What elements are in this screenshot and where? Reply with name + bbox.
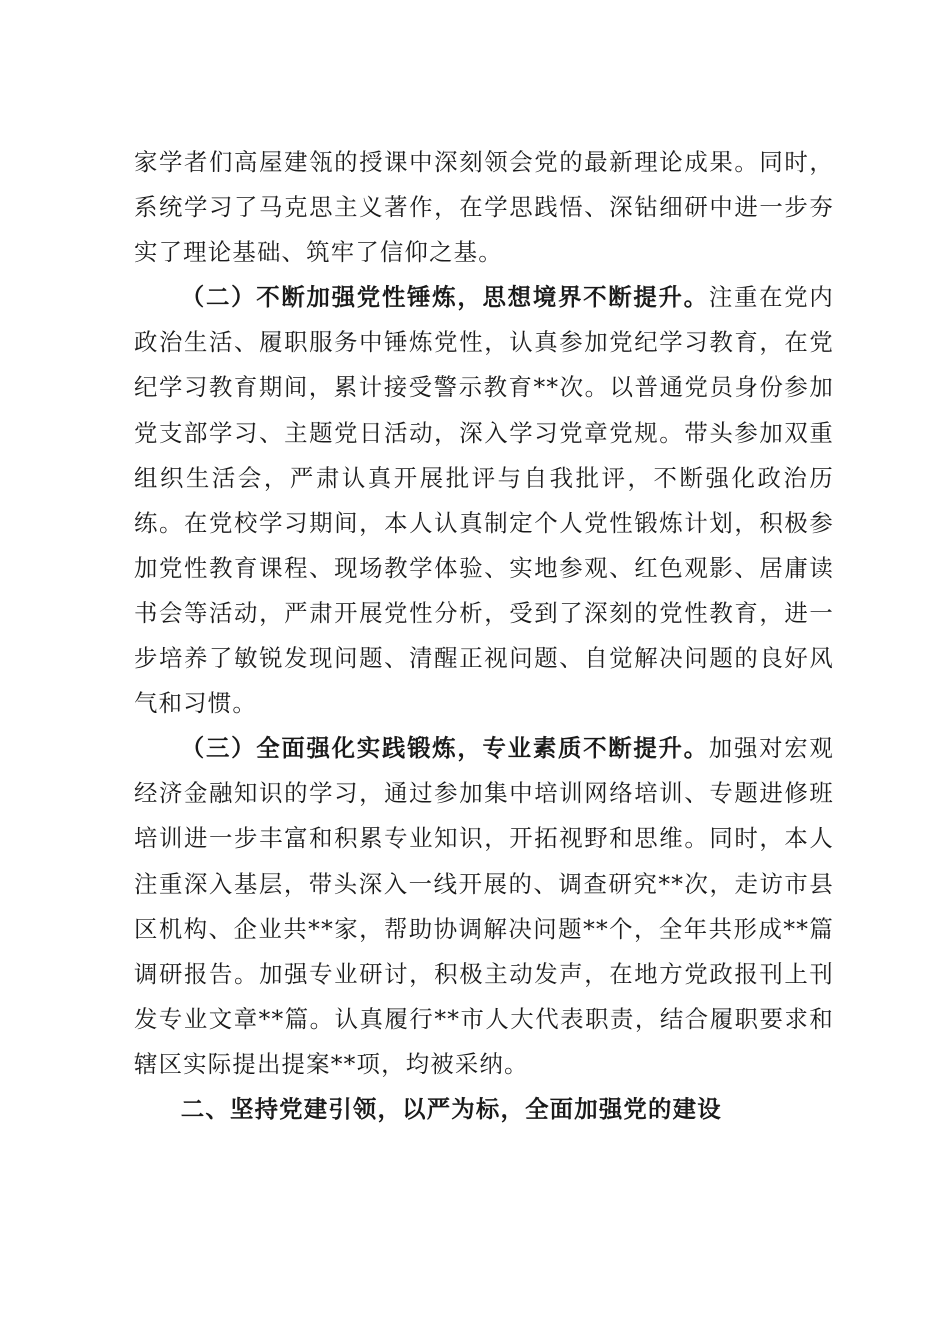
section-lead-2: （二）不断加强党性锤炼，思想境界不断提升。 [180, 283, 709, 312]
paragraph-party-spirit [134, 275, 834, 726]
section-lead-3: （三）全面强化实践锻炼，专业素质不断提升。 [180, 734, 709, 763]
paragraph-practice [134, 726, 834, 1087]
paragraph-theory-study: 家学者们高屋建瓴的授课中深刻领会党的最新理论成果。同时，系统学习了马克思主义著作，在学思践悟、深钻细研中进一步夯实了理论基础、筑牢了信仰之基。 [134, 148, 834, 267]
section-body-3: 加强对宏观经济金融知识的学习，通过参加集中培训网络培训、专题进修班培训进一步丰富和积累专业知识，开拓视野和思维。同时，本人注重深入基层，带头深入一线开展的、调查研究**次，走访市县区机构、企业共**家，帮助协调解决问题**个，全年共形成**篇调研报告。加强专业研讨，积极主动发声，在地方党政报刊上刊发专业文章**篇。认真履行**市人大代表职责，结合履职要求和辖区实际提出提案**项，均被采纳。 [134, 734, 834, 1078]
document-page [134, 140, 834, 1132]
section-heading-2: 二、坚持党建引领，以严为标，全面加强党的建设 [180, 1094, 722, 1123]
section-body-2: 注重在党内政治生活、履职服务中锤炼党性，认真参加党纪学习教育，在党纪学习教育期间，累计接受警示教育**次。以普通党员身份参加党支部学习、主题党日活动，深入学习党章党规。带头参加双重组织生活会，严肃认真开展批评与自我批评，不断强化政治历练。在党校学习期间，本人认真制定个人党性锻炼计划，积极参加党性教育课程、现场教学体验、实地参观、红色观影、居庸读书会等活动，严肃开展党性分析，受到了深刻的党性教育，进一步培养了敏锐发现问题、清醒正视问题、自觉解决问题的良好风气和习惯。 [134, 283, 834, 718]
